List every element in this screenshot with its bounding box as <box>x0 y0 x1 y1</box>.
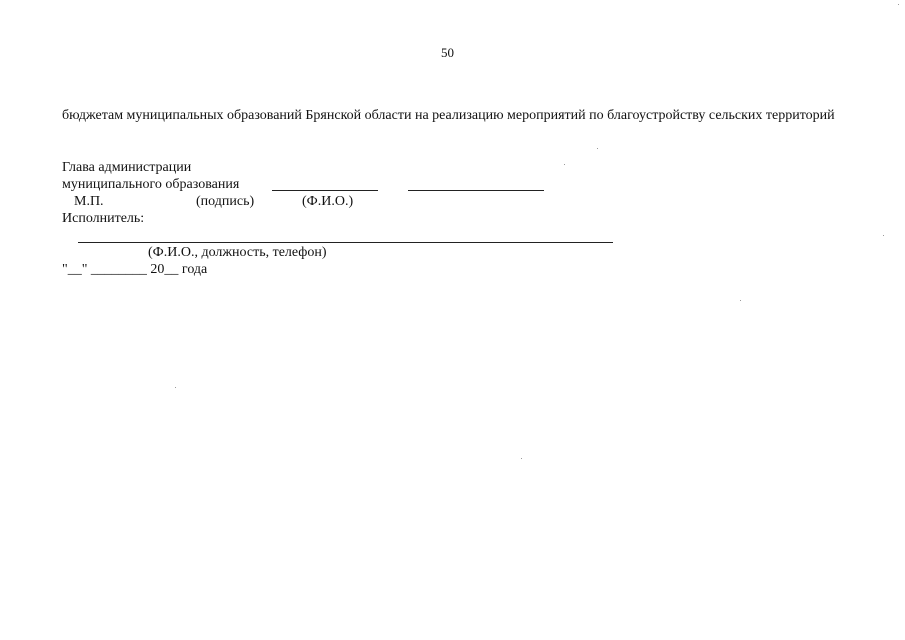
scan-speck <box>521 458 522 459</box>
executor-line <box>78 242 613 243</box>
name-line <box>408 190 544 191</box>
head-title-line2: муниципального образования <box>62 177 240 192</box>
stamp-label: М.П. <box>74 194 104 209</box>
name-caption: (Ф.И.О.) <box>302 194 354 209</box>
scan-speck <box>740 300 741 301</box>
page-number: 50 <box>441 45 454 60</box>
scan-speck <box>597 148 598 149</box>
executor-caption: (Ф.И.О., должность, телефон) <box>148 245 327 260</box>
executor-label: Исполнитель: <box>62 211 145 226</box>
scan-speck <box>175 387 176 388</box>
scan-speck <box>564 164 565 165</box>
body-paragraph: бюджетам муниципальных образований Брянской области на реализацию мероприятий по благоустройству сельских территорий <box>62 108 835 123</box>
signature-caption: (подпись) <box>196 194 255 209</box>
scan-speck <box>883 235 884 236</box>
head-title-line1: Глава администрации <box>62 160 192 175</box>
signature-line <box>272 190 378 191</box>
scan-speck <box>898 4 899 5</box>
date-line: "__" ________ 20__ года <box>62 262 208 277</box>
